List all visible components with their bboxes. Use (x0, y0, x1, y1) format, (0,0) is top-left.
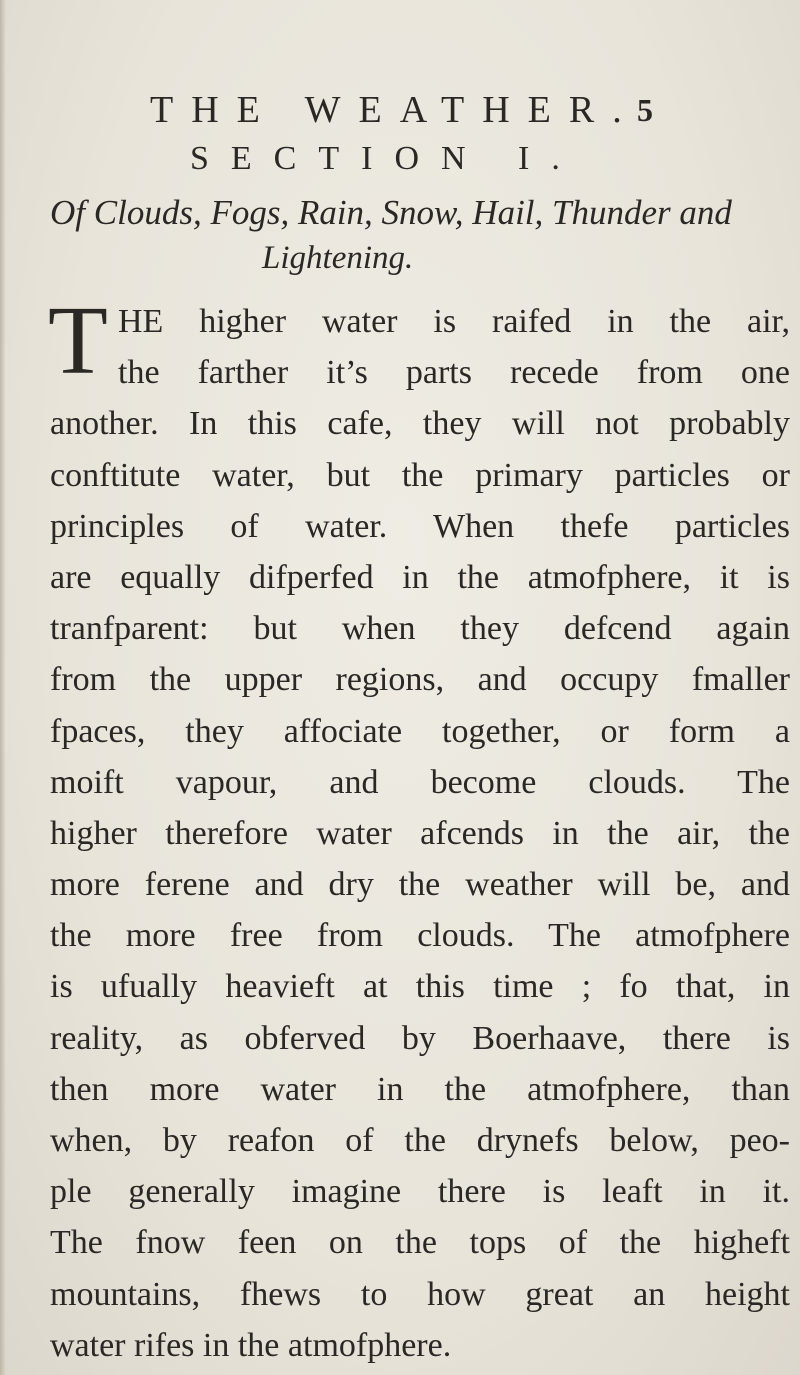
text-line: the farther it’s parts recede from one (118, 354, 790, 392)
section-heading: SECTION I. (190, 140, 582, 177)
text-line: reality, as obferved by Boerhaave, there is (50, 1019, 790, 1057)
text-line: water rifes in the atmofphere. (50, 1326, 452, 1364)
text-line: the more free from clouds. The atmofphere (50, 917, 790, 955)
text-line: more ferene and dry the weather will be, and (50, 866, 790, 904)
text-line: is ufually heavieft at this time ; fo that, in (50, 968, 790, 1006)
drop-cap-letter: T (48, 287, 108, 395)
text-line: The fnow feen on the tops of the higheft (50, 1224, 790, 1262)
text-line: moift vapour, and become clouds. The (50, 763, 790, 801)
text-line: then more water in the atmofphere, than (50, 1070, 790, 1108)
page-edge-shadow (0, 0, 6, 1375)
body-paragraph (50, 296, 790, 1371)
page-number: 5 (637, 92, 653, 128)
running-title: THE WEATHER. (150, 89, 640, 131)
text-line: conftitute water, but the primary particles or (50, 456, 790, 494)
text-line: are equally difperfed in the atmofphere, it is (50, 558, 790, 596)
text-line: fpaces, they affociate together, or form a (50, 712, 790, 750)
text-line: mountains, fhews to how great an height (50, 1275, 790, 1313)
text-line: another. In this cafe, they will not probably (50, 405, 790, 443)
text-line: ple generally imagine there is leaft in it. (50, 1173, 790, 1211)
section-subtitle-line-1: Of Clouds, Fogs, Rain, Snow, Hail, Thunder and (50, 193, 732, 232)
text-line: when, by reafon of the drynefs below, peo- (50, 1122, 790, 1159)
section-subtitle-line-2: Lightening. (262, 240, 414, 276)
text-line: principles of water. When thefe particles (50, 507, 790, 545)
text-line: tranfparent: but when they defcend again (50, 610, 790, 648)
text-line: HE higher water is raifed in the air, (118, 303, 790, 340)
text-line: from the upper regions, and occupy fmaller (50, 661, 790, 699)
text-line: higher therefore water afcends in the air, the (50, 814, 790, 852)
